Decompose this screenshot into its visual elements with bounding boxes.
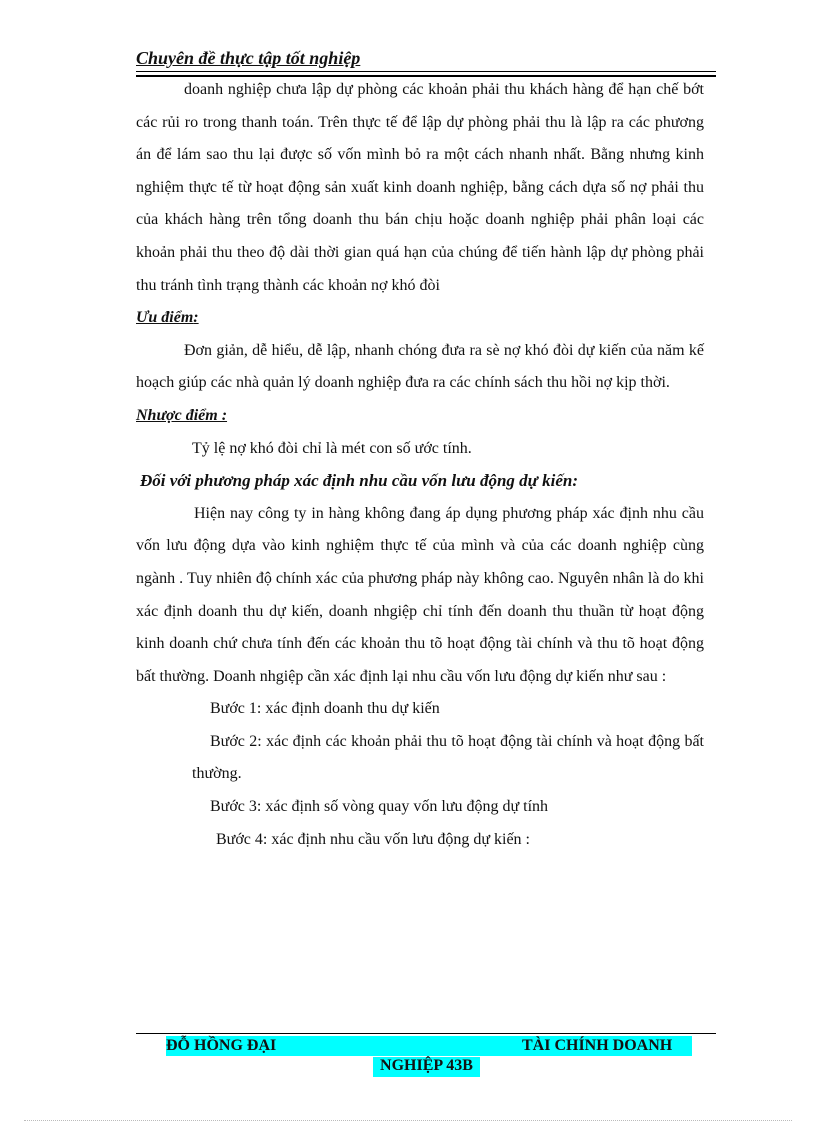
method-paragraph: Hiện nay công ty in hàng không đang áp dụng phương pháp xác định nhu cầu vốn lưu động dựa vào kinh nghiệm thực tế của mình và của các doanh nghiệp cùng ngành . Tuy nhiên độ chính xác của phương pháp này không cao. Nguyên nhân là do khi xác định doanh thu dự kiến, doanh nhgiệp chỉ tính đến doanh thu thuần từ hoạt động kinh doanh chứ chưa tính đến các khoản thu tõ hoạt động tài chính và thu tõ hoạt động bất thường. Doanh nhgiệp cần xác định lại nhu cầu vốn lưu động dự kiến như sau : xyxy=(136,504,704,685)
step-2: Bước 2: xác định các khoản phải thu tõ hoạt động tài chính và hoạt động bất thường. xyxy=(192,732,704,783)
paragraph-receivables: doanh nghiệp chưa lập dự phòng các khoản phải thu khách hàng để hạn chế bớt các rủi ro trong thanh toán. Trên thực tế để lập dự phòng phải thu là lập ra các phương án để lám sao thu lại được số vốn mình bỏ ra một cách nhanh nhất. Bằng nhưng kinh nghiệm thực tế từ hoạt động sản xuất kinh doanh nghiệp, bằng cách dựa số nợ phải thu của khách hàng trên tổng doanh thu bán chịu hoặc doanh nghiệp phải phân loại các khoản phải thu theo độ dài thời gian quá hạn của chúng để tiến hành lập dự phòng phải thu tránh tình trạng thành các khoản nợ khó đòi xyxy=(136,81,704,294)
step-4: Bước 4: xác định nhu cầu vốn lưu động dự kiến : xyxy=(216,830,530,848)
page-header-title: Chuyên đề thực tập tốt nghiệp xyxy=(136,48,361,68)
advantage-paragraph: Đơn giản, dễ hiểu, dễ lập, nhanh chóng đưa ra sè nợ khó đòi dự kiến của năm kế hoạch giúp các nhà quản lý doanh nghiệp đưa ra các chính sách thu hồi nợ kịp thời. xyxy=(136,341,704,392)
method-heading: Đối với phương pháp xác định nhu cầu vốn lưu động dự kiến: xyxy=(140,471,578,491)
advantage-heading xyxy=(136,302,704,335)
advantage-heading-colon: : xyxy=(193,309,199,327)
footer-author: ĐỖ HỒNG ĐẠI xyxy=(166,1037,277,1054)
disadvantage-paragraph: Tỷ lệ nợ khó đòi chỉ là mét con số ước tính. xyxy=(192,439,472,457)
page-boundary xyxy=(24,1120,792,1121)
step-1: Bước 1: xác định doanh thu dự kiến xyxy=(210,700,440,718)
disadvantage-heading: Nhược điểm : xyxy=(136,406,228,424)
advantage-heading-label: Ưu điểm xyxy=(136,309,194,327)
document-body xyxy=(136,74,704,856)
footer-department-part-2: NGHIỆP 43B xyxy=(373,1057,480,1077)
footer-highlight-line-1 xyxy=(166,1036,692,1056)
step-3: Bước 3: xác định số vòng quay vốn lưu động dự tính xyxy=(210,798,549,816)
footer-rule xyxy=(136,1033,716,1034)
footer-department-part-1: TÀI CHÍNH DOANH xyxy=(522,1037,673,1054)
